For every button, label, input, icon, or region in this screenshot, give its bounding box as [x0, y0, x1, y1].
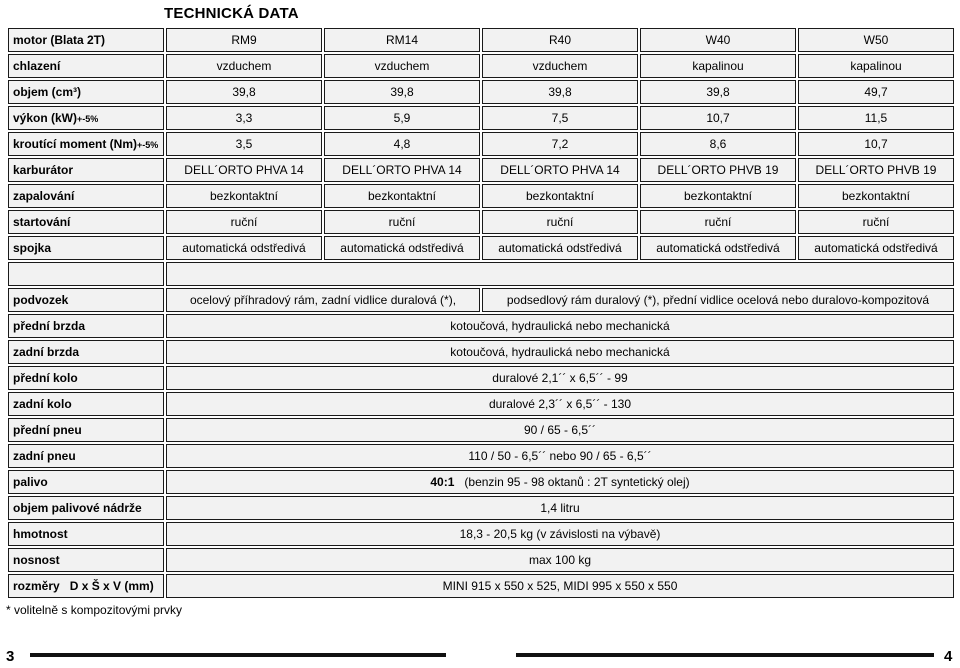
- model-name-cell: W50: [798, 28, 954, 52]
- value-cell: DELL´ORTO PHVA 14: [482, 158, 638, 182]
- value-cell: 3,5: [166, 132, 322, 156]
- value-cell: automatická odstředivá: [166, 236, 322, 260]
- row-label-text: objem (cm³): [13, 85, 82, 99]
- value-cell: automatická odstředivá: [324, 236, 480, 260]
- row-label-text: zapalování: [13, 189, 75, 203]
- value-cell: 39,8: [324, 80, 480, 104]
- value-cell: bezkontaktní: [324, 184, 480, 208]
- table-row-chassis: [8, 288, 954, 312]
- value-cell: 10,7: [640, 106, 796, 130]
- value-cell: 7,2: [482, 132, 638, 156]
- row-label: [8, 210, 164, 234]
- value-cell: bezkontaktní: [482, 184, 638, 208]
- common-value-cell: MINI 915 x 550 x 525, MIDI 995 x 550 x 550: [166, 574, 954, 598]
- value-cell: bezkontaktní: [166, 184, 322, 208]
- table-row-common: [8, 366, 954, 390]
- page-number-right: 4: [944, 648, 953, 665]
- value-cell: ruční: [166, 210, 322, 234]
- page-rule-right: [516, 653, 934, 657]
- row-label-text: chlazení: [13, 59, 61, 73]
- value-cell: automatická odstředivá: [798, 236, 954, 260]
- table-row-fuel: [8, 470, 954, 494]
- row-label: [8, 54, 164, 78]
- tolerance-label: +-5%: [77, 114, 99, 124]
- common-value-cell: 110 / 50 - 6,5´´ nebo 90 / 65 - 6,5´´: [166, 444, 954, 468]
- row-label: nosnost: [8, 548, 164, 572]
- table-row-engine: [8, 158, 954, 182]
- common-value-cell: 1,4 litru: [166, 496, 954, 520]
- value-cell: DELL´ORTO PHVA 14: [166, 158, 322, 182]
- row-label-text: výkon (kW): [13, 111, 78, 125]
- fuel-value-cell: [166, 470, 954, 494]
- value-cell: 7,5: [482, 106, 638, 130]
- chassis-value-right: podsedlový rám duralový (*), přední vidlice ocelová nebo duralovo-kompozitová: [482, 288, 954, 312]
- row-label: rozměry D x Š x V (mm): [8, 574, 164, 598]
- page-number-left: 3: [6, 648, 15, 665]
- table-row-common: [8, 314, 954, 338]
- row-label: přední brzda: [8, 314, 164, 338]
- chassis-value-left: ocelový příhradový rám, zadní vidlice duralová (*),: [166, 288, 480, 312]
- row-label: motor (Blata 2T): [8, 28, 164, 52]
- table-row-engine: [8, 106, 954, 130]
- table-row-common: [8, 340, 954, 364]
- value-cell: vzduchem: [482, 54, 638, 78]
- row-label: zadní brzda: [8, 340, 164, 364]
- table-row-common: [8, 444, 954, 468]
- row-label: přední pneu: [8, 418, 164, 442]
- row-label: palivo: [8, 470, 164, 494]
- value-cell: DELL´ORTO PHVB 19: [798, 158, 954, 182]
- value-cell: kapalinou: [640, 54, 796, 78]
- value-cell: 3,3: [166, 106, 322, 130]
- table-row-models: [8, 28, 954, 52]
- footnote: * volitelně s kompozitovými prvky: [6, 603, 183, 617]
- common-value-cell: kotoučová, hydraulická nebo mechanická: [166, 340, 954, 364]
- page-rule-left: [30, 653, 446, 657]
- table-row-engine: [8, 236, 954, 260]
- row-label: podvozek: [8, 288, 164, 312]
- row-label-text: kroutící moment (Nm): [13, 137, 138, 151]
- value-cell: automatická odstředivá: [482, 236, 638, 260]
- common-value-cell: duralové 2,3´´ x 6,5´´ - 130: [166, 392, 954, 416]
- model-name-cell: R40: [482, 28, 638, 52]
- value-cell: 11,5: [798, 106, 954, 130]
- common-value-cell: 90 / 65 - 6,5´´: [166, 418, 954, 442]
- value-cell: 8,6: [640, 132, 796, 156]
- value-cell: ruční: [640, 210, 796, 234]
- value-cell: 39,8: [166, 80, 322, 104]
- model-name-cell: W40: [640, 28, 796, 52]
- row-label: objem palivové nádrže: [8, 496, 164, 520]
- value-cell: DELL´ORTO PHVB 19: [640, 158, 796, 182]
- model-name-cell: RM9: [166, 28, 322, 52]
- row-label: [8, 80, 164, 104]
- row-label: zadní pneu: [8, 444, 164, 468]
- row-label: zadní kolo: [8, 392, 164, 416]
- table-row-engine: [8, 184, 954, 208]
- value-cell: ruční: [324, 210, 480, 234]
- model-name-cell: RM14: [324, 28, 480, 52]
- value-cell: 10,7: [798, 132, 954, 156]
- value-cell: automatická odstředivá: [640, 236, 796, 260]
- value-cell: 5,9: [324, 106, 480, 130]
- value-cell: vzduchem: [166, 54, 322, 78]
- table-row-common: [8, 522, 954, 546]
- row-label: [8, 106, 164, 130]
- row-label: přední kolo: [8, 366, 164, 390]
- table-row-engine: [8, 54, 954, 78]
- value-cell: bezkontaktní: [798, 184, 954, 208]
- value-cell: DELL´ORTO PHVA 14: [324, 158, 480, 182]
- table-row-common: [8, 496, 954, 520]
- table-row-engine: [8, 210, 954, 234]
- value-cell: bezkontaktní: [640, 184, 796, 208]
- empty-cell: [8, 262, 164, 286]
- common-value-cell: duralové 2,1´´ x 6,5´´ - 99: [166, 366, 954, 390]
- row-label: [8, 184, 164, 208]
- common-value-cell: 18,3 - 20,5 kg (v závislosti na výbavě): [166, 522, 954, 546]
- row-label-text: spojka: [13, 241, 52, 255]
- row-label: hmotnost: [8, 522, 164, 546]
- table-row-common: [8, 574, 954, 598]
- row-label: [8, 236, 164, 260]
- value-cell: 4,8: [324, 132, 480, 156]
- row-label: [8, 132, 164, 156]
- value-cell: 39,8: [482, 80, 638, 104]
- table-row-common: [8, 418, 954, 442]
- value-cell: ruční: [798, 210, 954, 234]
- fuel-ratio: 40:1: [430, 475, 455, 489]
- value-cell: vzduchem: [324, 54, 480, 78]
- row-label: [8, 158, 164, 182]
- row-label-text: karburátor: [13, 163, 74, 177]
- table-row-common: [8, 548, 954, 572]
- value-cell: 49,7: [798, 80, 954, 104]
- value-cell: 39,8: [640, 80, 796, 104]
- spec-table: [6, 26, 956, 600]
- row-label-text: startování: [13, 215, 71, 229]
- value-cell: kapalinou: [798, 54, 954, 78]
- table-row-common: [8, 392, 954, 416]
- page-title: TECHNICKÁ DATA: [164, 5, 299, 22]
- table-row-spacer: [8, 262, 954, 286]
- table-row-engine: [8, 132, 954, 156]
- table-row-engine: [8, 80, 954, 104]
- common-value-cell: kotoučová, hydraulická nebo mechanická: [166, 314, 954, 338]
- fuel-description: (benzin 95 - 98 oktanů : 2T syntetický olej): [464, 475, 690, 489]
- value-cell: ruční: [482, 210, 638, 234]
- empty-cell: [166, 262, 954, 286]
- common-value-cell: max 100 kg: [166, 548, 954, 572]
- tolerance-label: +-5%: [137, 140, 159, 150]
